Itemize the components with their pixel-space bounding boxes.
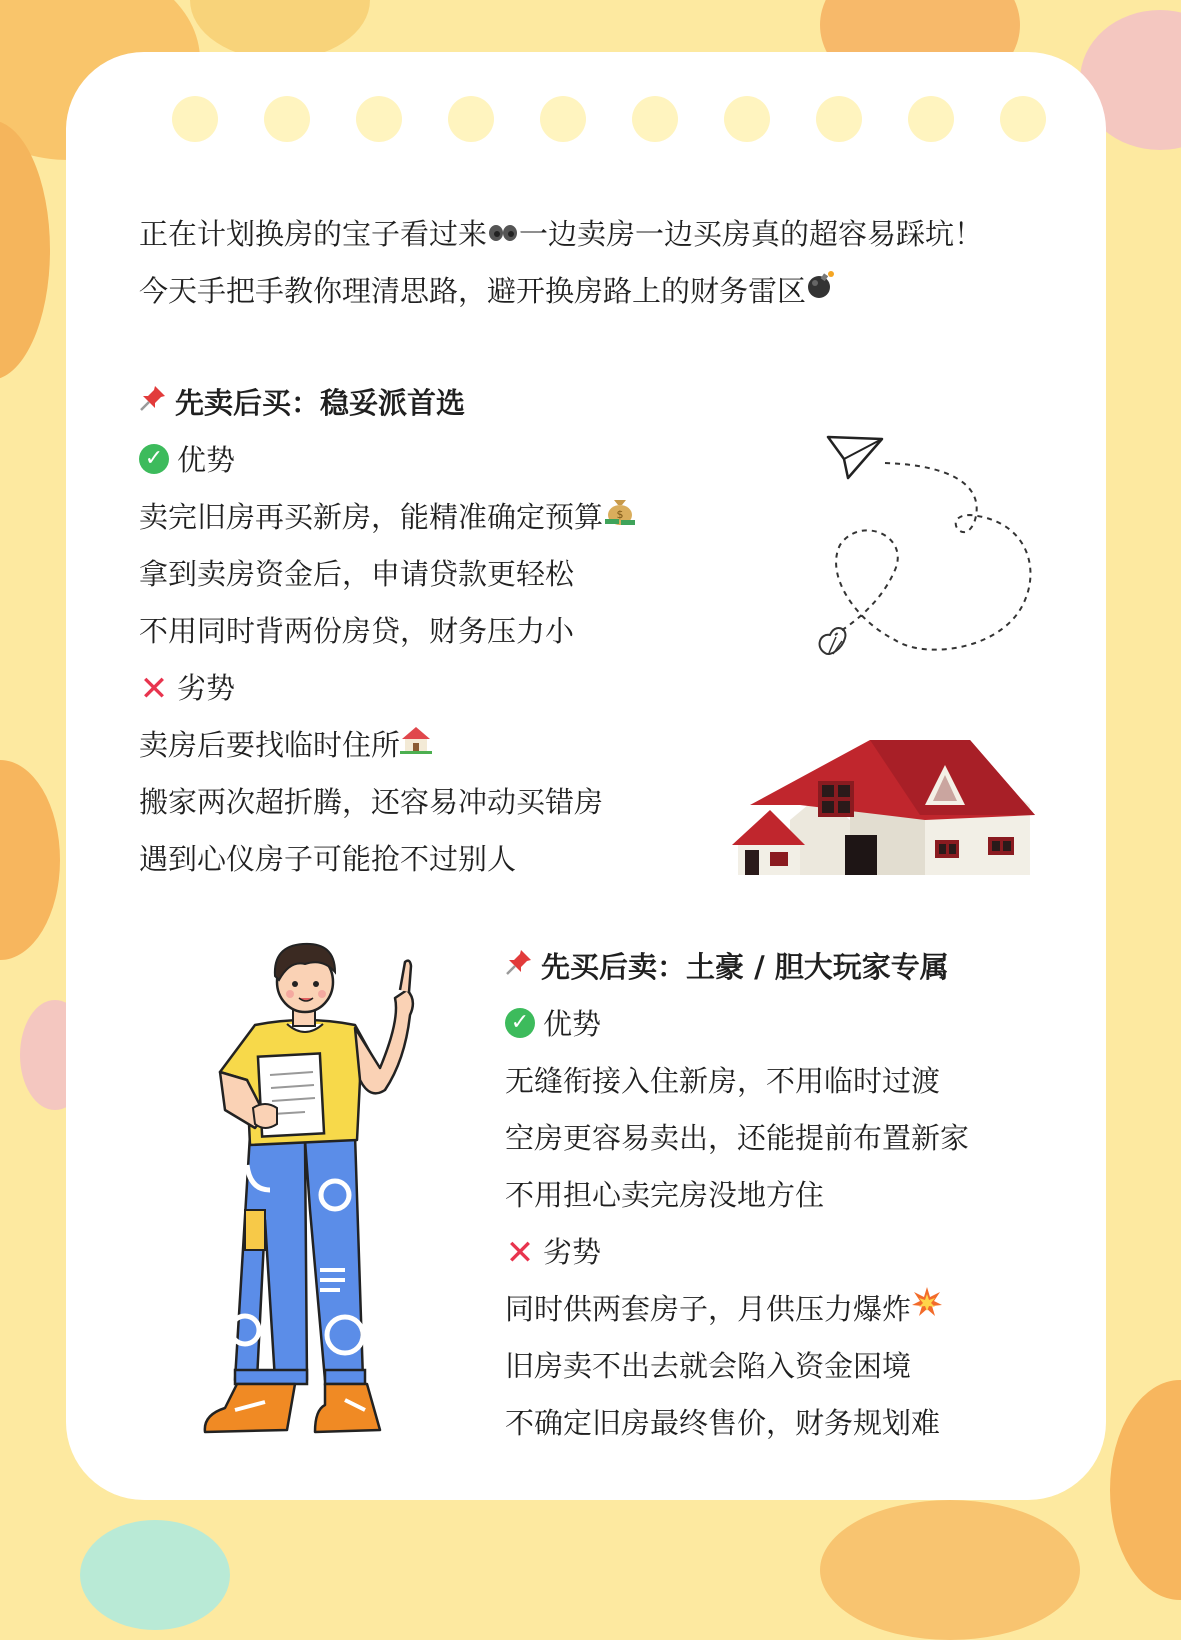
section-1-pros-label: ✓ 优势 <box>139 432 637 489</box>
dot <box>1000 96 1046 142</box>
section-1-title: 先卖后买：稳妥派首选 <box>139 375 637 432</box>
house-illustration <box>730 735 1040 880</box>
pushpin-icon <box>139 374 167 431</box>
dot <box>816 96 862 142</box>
list-item: 不确定旧房最终售价，财务规划难 <box>505 1406 941 1440</box>
pushpin-icon <box>505 938 533 995</box>
bg-blob <box>190 0 370 60</box>
list-item: 无缝衔接入住新房，不用临时过渡 <box>505 1064 941 1098</box>
explosion-icon <box>911 1280 943 1337</box>
list-item: 不用同时背两份房贷，财务压力小 <box>139 614 575 648</box>
svg-text:$: $ <box>616 507 624 521</box>
list-item: 搬家两次超折腾，还容易冲动买错房 <box>139 785 604 819</box>
bg-blob <box>0 120 50 380</box>
list-item: 拿到卖房资金后，申请贷款更轻松 <box>139 557 575 591</box>
bg-blob <box>1110 1380 1181 1600</box>
person-illustration <box>195 940 435 1450</box>
list-item: 同时供两套房子，月供压力爆炸 <box>505 1281 969 1338</box>
dot <box>540 96 586 142</box>
list-item: 卖房后要找临时住所 <box>139 717 637 774</box>
bg-blob <box>820 1500 1080 1640</box>
intro-text: 一边卖房一边买房真的超容易踩坑！ <box>519 217 984 251</box>
list-item: 旧房卖不出去就会陷入资金困境 <box>505 1349 912 1383</box>
section-1-cons-label: ✕ 劣势 <box>139 660 637 717</box>
cross-icon: ✕ <box>505 1232 535 1273</box>
intro-line-2 <box>139 263 983 320</box>
intro-line-1 <box>139 206 983 263</box>
dot <box>172 96 218 142</box>
bg-blob <box>0 760 60 960</box>
dot <box>908 96 954 142</box>
section-2-pros-label: ✓ 优势 <box>505 996 969 1053</box>
notebook-dots <box>172 96 1046 142</box>
section-1 <box>139 375 637 888</box>
list-item: 空房更容易卖出，还能提前布置新家 <box>505 1121 970 1155</box>
dot <box>448 96 494 142</box>
dot <box>724 96 770 142</box>
intro-text: 正在计划换房的宝子看过来 <box>139 217 488 251</box>
list-item: 遇到心仪房子可能抢不过别人 <box>139 842 517 876</box>
check-icon: ✓ <box>139 444 169 474</box>
section-2-title: 先买后卖：土豪 / 胆大玩家专属 <box>505 939 969 996</box>
money-bag-icon <box>603 488 637 545</box>
list-item: 不用担心卖完房没地方住 <box>505 1178 825 1212</box>
house-icon <box>400 716 432 773</box>
list-item: 卖完旧房再买新房，能精准确定预算 $ <box>139 489 637 546</box>
intro-text: 今天手把手教你理清思路，避开换房路上的财务雷区 <box>139 274 807 308</box>
section-2-cons-label: ✕ 劣势 <box>505 1224 969 1281</box>
dot <box>356 96 402 142</box>
section-2 <box>505 939 969 1452</box>
bg-blob <box>80 1520 230 1630</box>
paper-plane-illustration <box>800 425 1050 665</box>
bomb-icon <box>806 262 836 319</box>
eyes-icon <box>487 205 519 262</box>
dot <box>632 96 678 142</box>
intro-block <box>139 206 983 320</box>
cross-icon: ✕ <box>139 668 169 709</box>
dot <box>264 96 310 142</box>
check-icon: ✓ <box>505 1008 535 1038</box>
